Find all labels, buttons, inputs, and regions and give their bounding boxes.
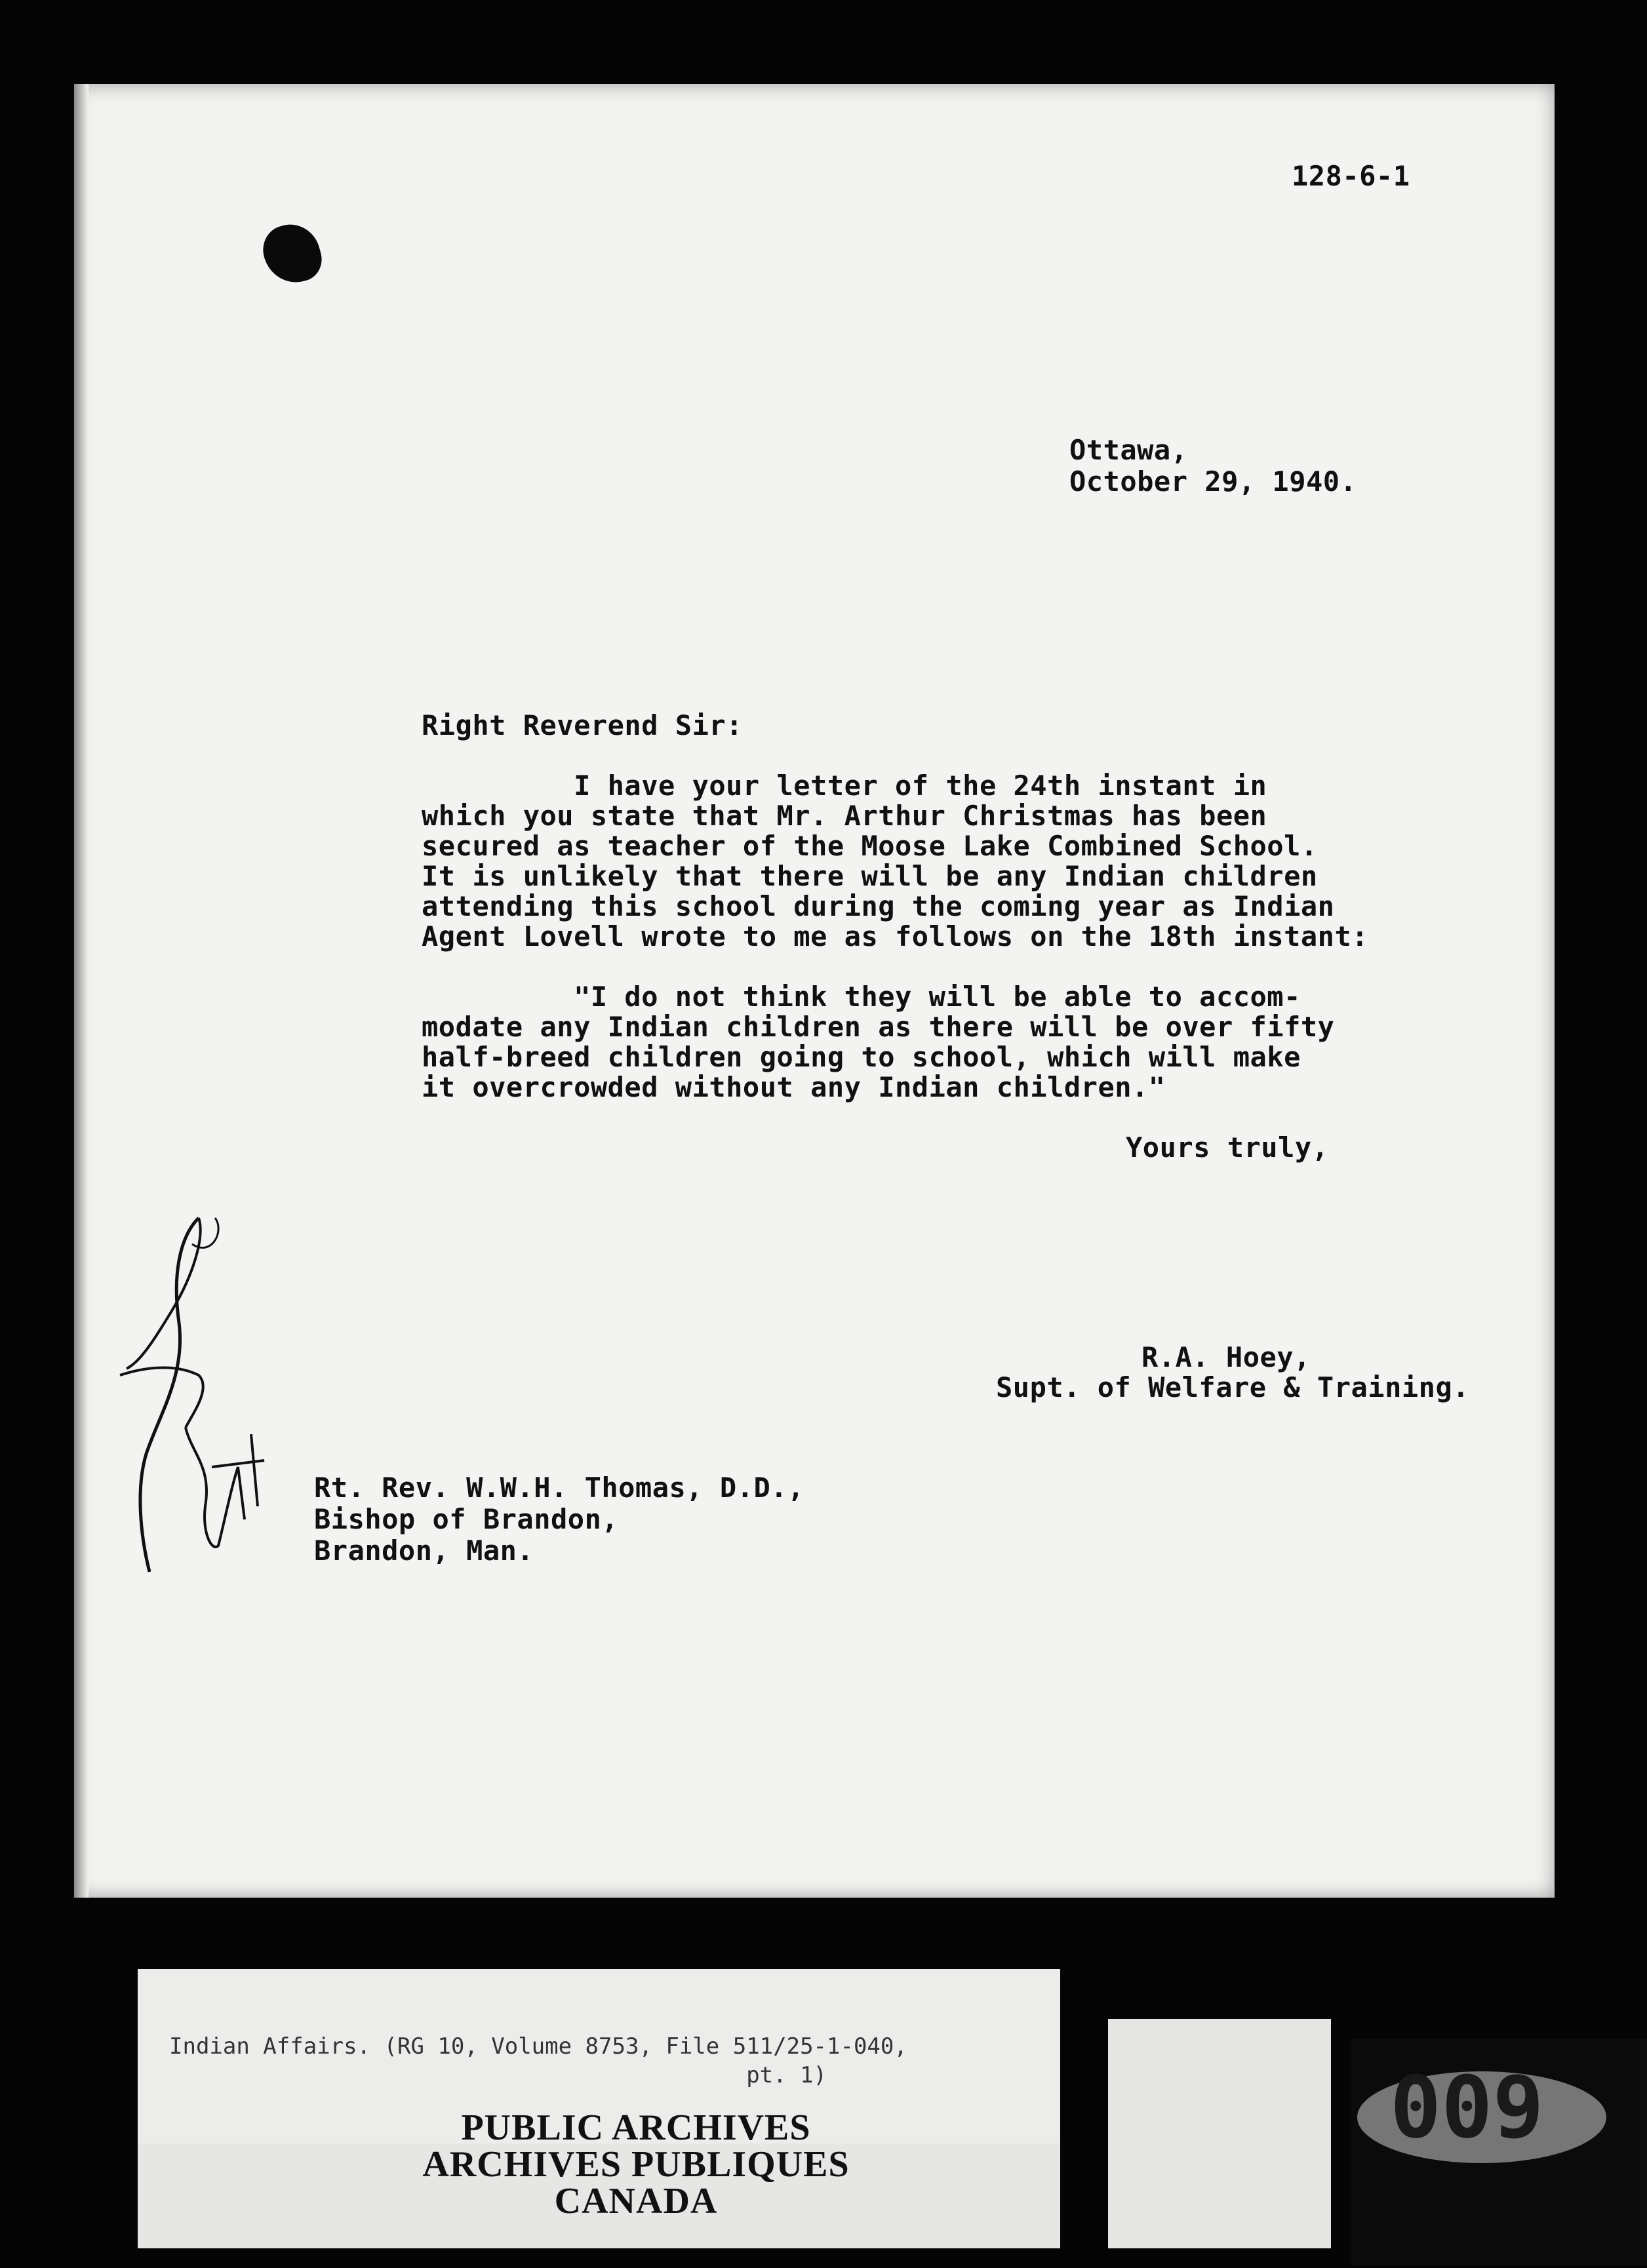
page-edge-shadow xyxy=(74,84,89,1898)
stamp-line-1: PUBLIC ARCHIVES xyxy=(461,2107,811,2148)
closing: Yours truly, xyxy=(1126,1131,1329,1163)
salutation: Right Reverend Sir: xyxy=(422,709,743,741)
handwritten-initials xyxy=(100,1179,297,1611)
frame-number-area xyxy=(1351,2039,1647,2265)
letter-date: October 29, 1940. xyxy=(1069,465,1357,498)
quoted-paragraph: "I do not think they will be able to accom- modate any Indian children as there will be over fifty half-breed children going to school, which will make it overcrowded without any Indian children." xyxy=(422,981,1335,1103)
letter-page xyxy=(74,84,1555,1898)
archives-stamp xyxy=(275,2109,997,2219)
signature-title: Supt. of Welfare & Training. xyxy=(996,1371,1470,1403)
letter-place: Ottawa, xyxy=(1069,434,1188,466)
archive-label-tab xyxy=(1108,2019,1331,2248)
frame-number-text: 009 xyxy=(1390,2058,1544,2157)
addressee-block: Rt. Rev. W.W.H. Thomas, D.D., Bishop of Brandon, Brandon, Man. xyxy=(314,1472,804,1567)
stamp-line-3: CANADA xyxy=(554,2181,718,2221)
stamp-line-2: ARCHIVES PUBLIQUES xyxy=(422,2144,850,2185)
frame-number-glyphs xyxy=(1351,2039,1647,2265)
signature-name: R.A. Hoey, xyxy=(1141,1341,1311,1373)
file-reference: 128-6-1 xyxy=(1292,160,1410,192)
archive-reference: Indian Affairs. (RG 10, Volume 8753, File 511/25-1-040, pt. 1) xyxy=(169,2033,907,2088)
ink-blot xyxy=(258,218,327,290)
body-paragraph: I have your letter of the 24th instant in which you state that Mr. Arthur Christmas has been secured as teacher of the Moose Lake Combined School. It is unlikely that there will be any Indian children attending this school during the coming year as Indian Agent Lovell wrote to me as follows on the 18th instant: xyxy=(422,770,1369,952)
